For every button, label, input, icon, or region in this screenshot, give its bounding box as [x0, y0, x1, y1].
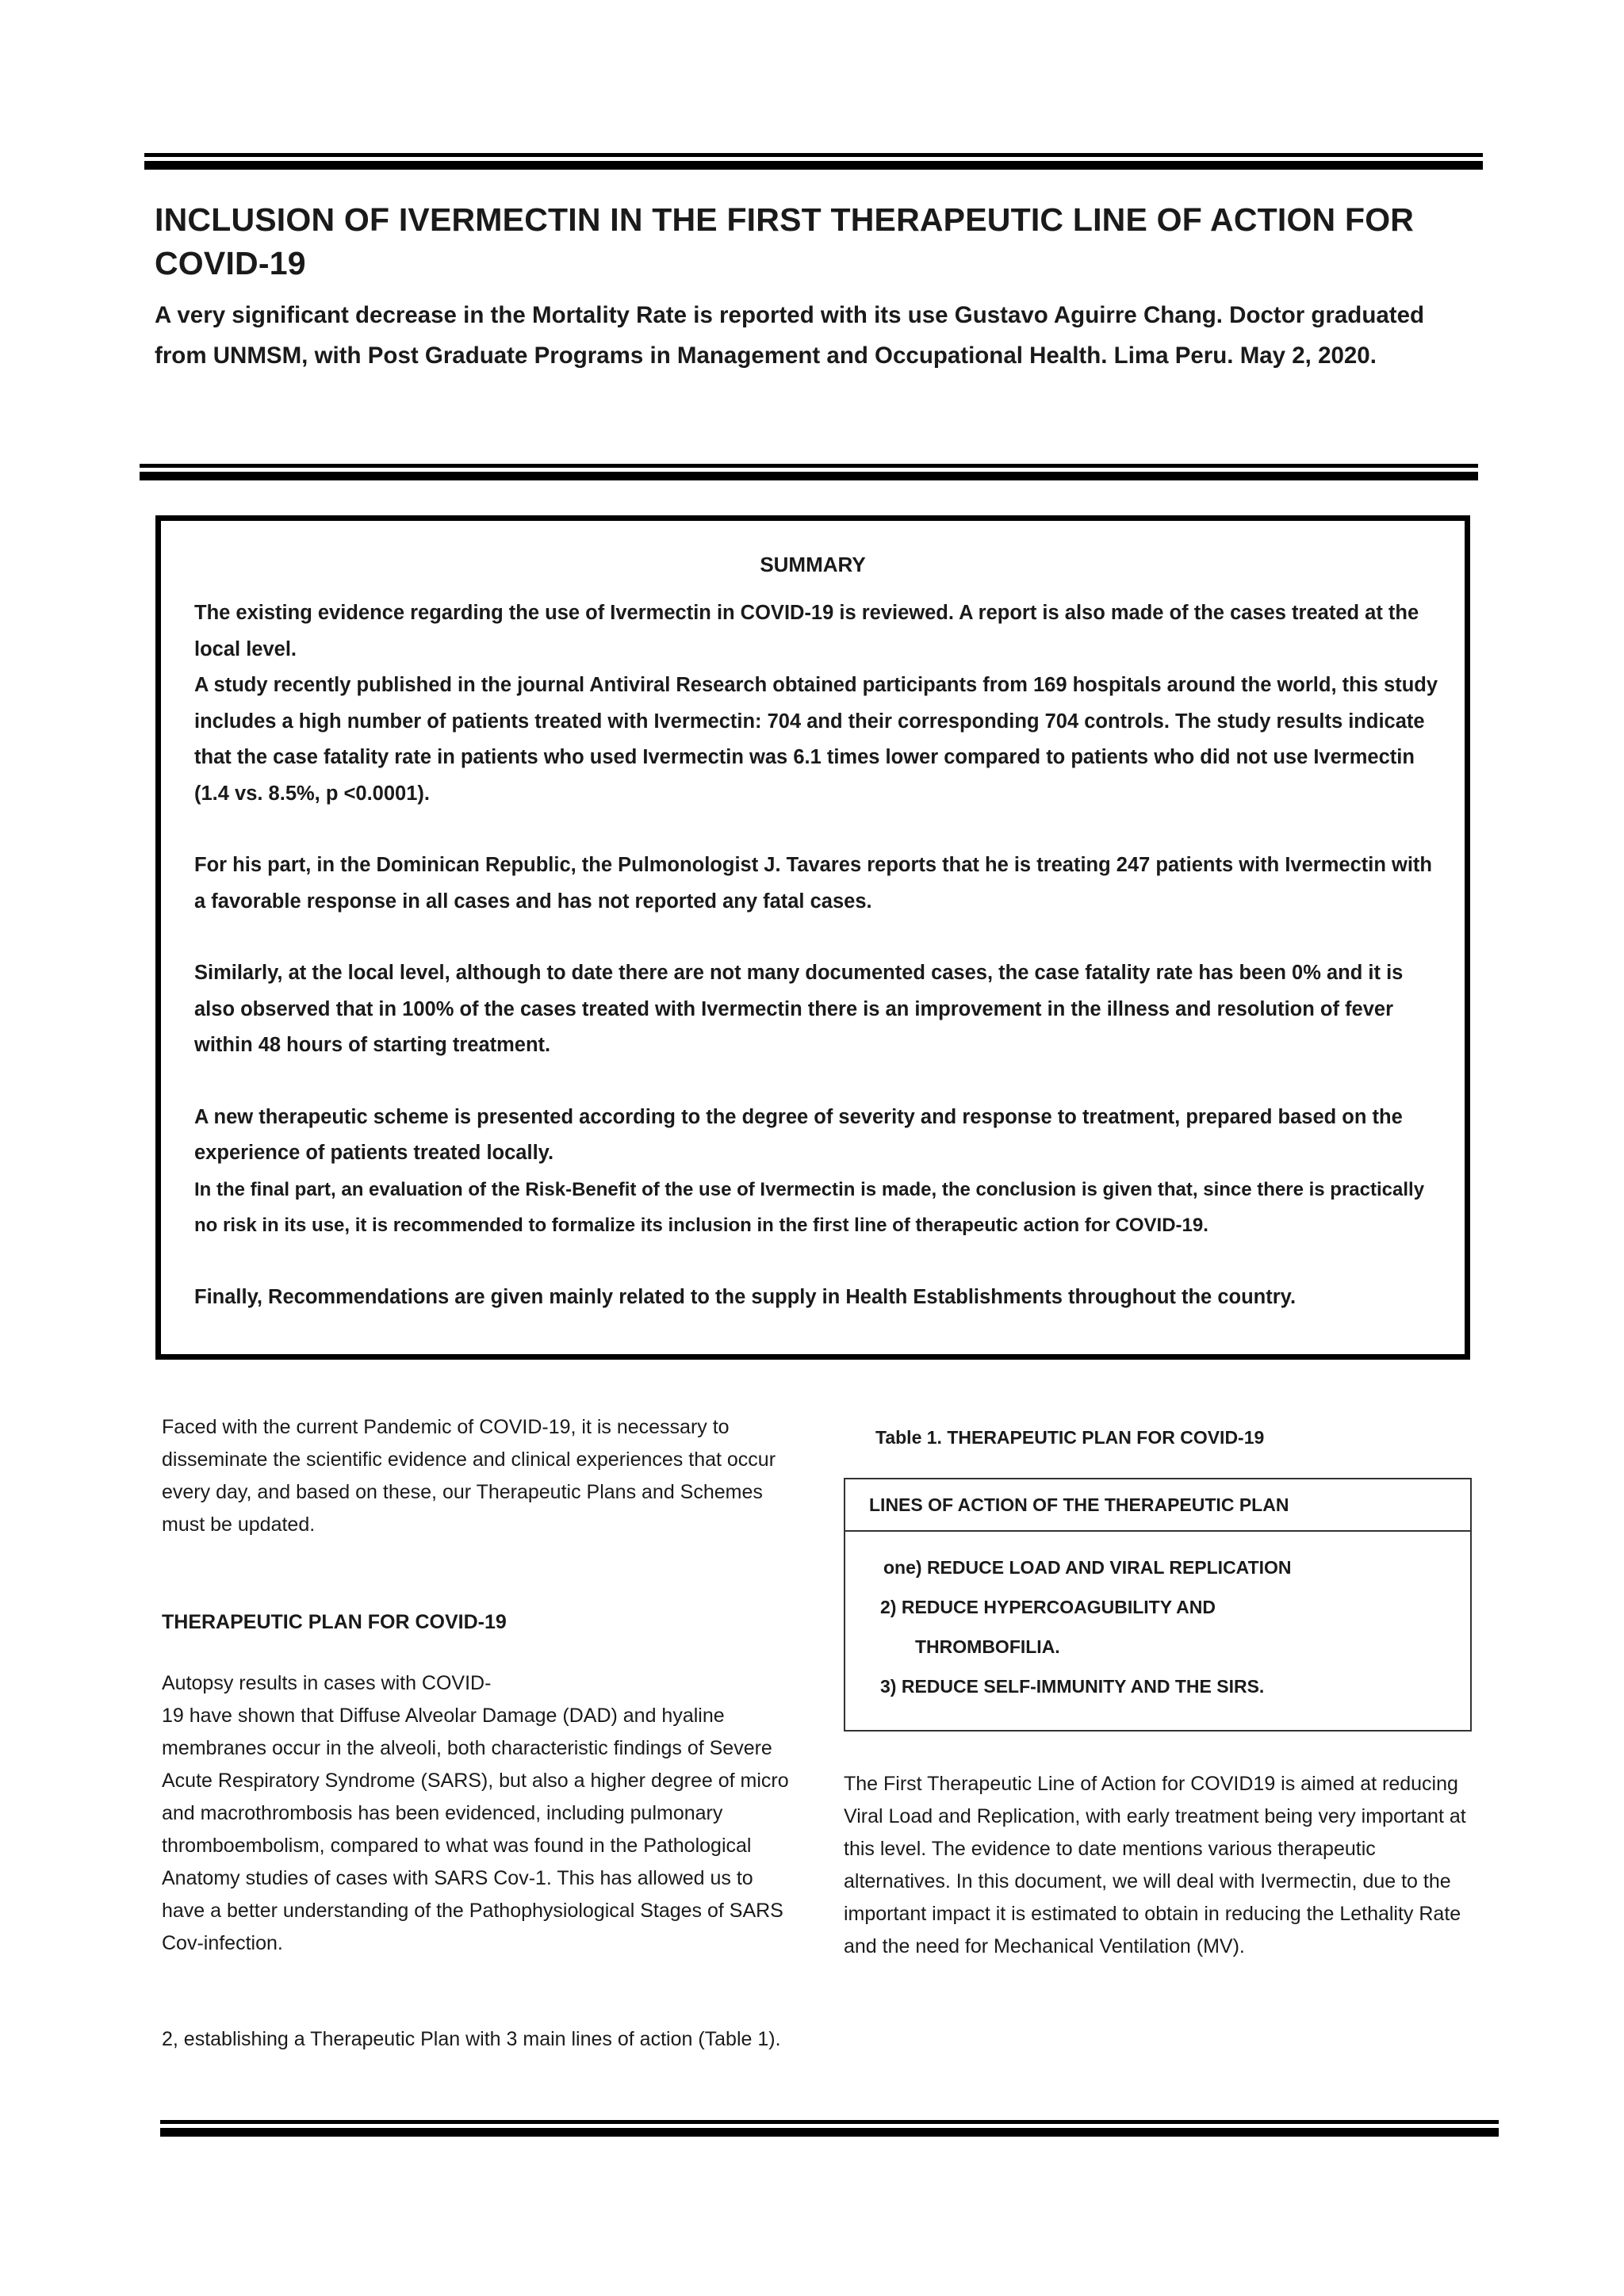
- intro-paragraph: Faced with the current Pandemic of COVID-19, it is necessary to disseminate the scientific evidence and clinical experiences that occur every day, and based on these, our Therapeutic Plans and Schemes must be updated.: [162, 1416, 776, 1536]
- paper-subtitle: A very significant decrease in the Mortality Rate is reported with its use Gustavo Aguirre Chang. Doctor graduated from UNMSM, with Post Graduate Programs in Management and Occupational Health. Lima Peru. May 2, 2020.: [155, 302, 1424, 369]
- left-column: [162, 1411, 796, 2056]
- table-line: THROMBOFILIA.: [915, 1636, 1060, 1657]
- summary-paragraph: Finally, Recommendations are given mainly related to the supply in Health Establishments throughout the country.: [194, 1285, 1297, 1308]
- autopsy-paragraph: 19 have shown that Diffuse Alveolar Damage (DAD) and hyaline membranes occur in the alveoli, both characteristic findings of Severe Acute Respiratory Syndrome (SARS), but also a higher degree of micro and macrothrombosis has been evidenced, including pulmonary thromboembolism, compared to what was found in the Pathological Anatomy studies of cases with SARS Cov-1. This has allowed us to have a better understanding of the Pathophysiological Stages of SARS Cov-infection.: [162, 1705, 789, 1954]
- summary-paragraph: The existing evidence regarding the use of Ivermectin in COVID-19 is reviewed. A report is also made of the cases treated at the local level.: [194, 602, 1419, 660]
- summary-paragraph: In the final part, an evaluation of the Risk-Benefit of the use of Ivermectin is made, the conclusion is given that, since there is practically no risk in its use, it is recommended to formalize its inclusion in the first line of therapeutic action for COVID-19.: [194, 1178, 1425, 1236]
- summary-heading: SUMMARY: [760, 553, 866, 576]
- paper-title: INCLUSION OF IVERMECTIN IN THE FIRST THERAPEUTIC LINE OF ACTION FOR COVID-19: [155, 201, 1415, 281]
- summary-box: [155, 515, 1470, 1360]
- table-lines: [845, 1532, 1470, 1706]
- bottom-rule-thick: [160, 2128, 1499, 2137]
- top-rule-thin: [144, 153, 1483, 157]
- title-rule-thin: [140, 464, 1478, 468]
- summary-paragraph: Similarly, at the local level, although to date there are not many documented cases, the case fatality rate has been 0% and it is also observed that in 100% of the cases treated with Ivermectin there is an improvement in the illness and resolution of fever within 48 hours of starting treatment.: [194, 962, 1404, 1056]
- summary-paragraph: For his part, in the Dominican Republic, the Pulmonologist J. Tavares reports that he is treating 247 patients with Ivermectin with a favorable response in all cases and has not reported any fatal cases.: [194, 854, 1432, 913]
- table-header: LINES OF ACTION OF THE THERAPEUTIC PLAN: [845, 1479, 1470, 1532]
- right-column: [844, 1427, 1478, 1957]
- table-line: one) REDUCE LOAD AND VIRAL REPLICATION: [883, 1557, 1292, 1578]
- right-paragraph: The First Therapeutic Line of Action for COVID19 is aimed at reducing Viral Load and Replication, with early treatment being very important at this level. The evidence to date mentions various therapeutic alternatives. In this document, we will deal with Ivermectin, due to the important impact it is estimated to obtain in reducing the Lethality Rate and the need for Mechanical Ventilation (MV).: [844, 1773, 1466, 1957]
- table-line: 2) REDUCE HYPERCOAGUBILITY AND: [880, 1597, 1216, 1617]
- summary-paragraph: A new therapeutic scheme is presented according to the degree of severity and response to treatment, prepared based on the experience of patients treated locally.: [194, 1105, 1403, 1164]
- title-block: [155, 198, 1463, 376]
- table-caption: Table 1. THERAPEUTIC PLAN FOR COVID-19: [875, 1427, 1265, 1448]
- summary-paragraph: A study recently published in the journal Antiviral Research obtained participants from 169 hospitals around the world, this study includes a high number of patients treated with Ivermectin: 704 and their corresponding 704 controls. The study results indicate that the case fatality rate in patients who used Ivermectin was 6.1 times lower compared to patients who did not use Ivermectin (1.4 vs. 8.5%, p <0.0001).: [194, 674, 1438, 805]
- closing-paragraph: 2, establishing a Therapeutic Plan with 3 main lines of action (Table 1).: [162, 2028, 781, 2050]
- section-heading: THERAPEUTIC PLAN FOR COVID-19: [162, 1611, 507, 1633]
- autopsy-line: Autopsy results in cases with COVID-: [162, 1672, 492, 1694]
- summary-body: [194, 595, 1441, 1315]
- top-rule-thick: [144, 161, 1483, 170]
- table-line: 3) REDUCE SELF-IMMUNITY AND THE SIRS.: [880, 1676, 1265, 1697]
- therapeutic-plan-table: [844, 1478, 1472, 1732]
- title-rule-thick: [140, 472, 1478, 480]
- bottom-rule-thin: [160, 2120, 1499, 2124]
